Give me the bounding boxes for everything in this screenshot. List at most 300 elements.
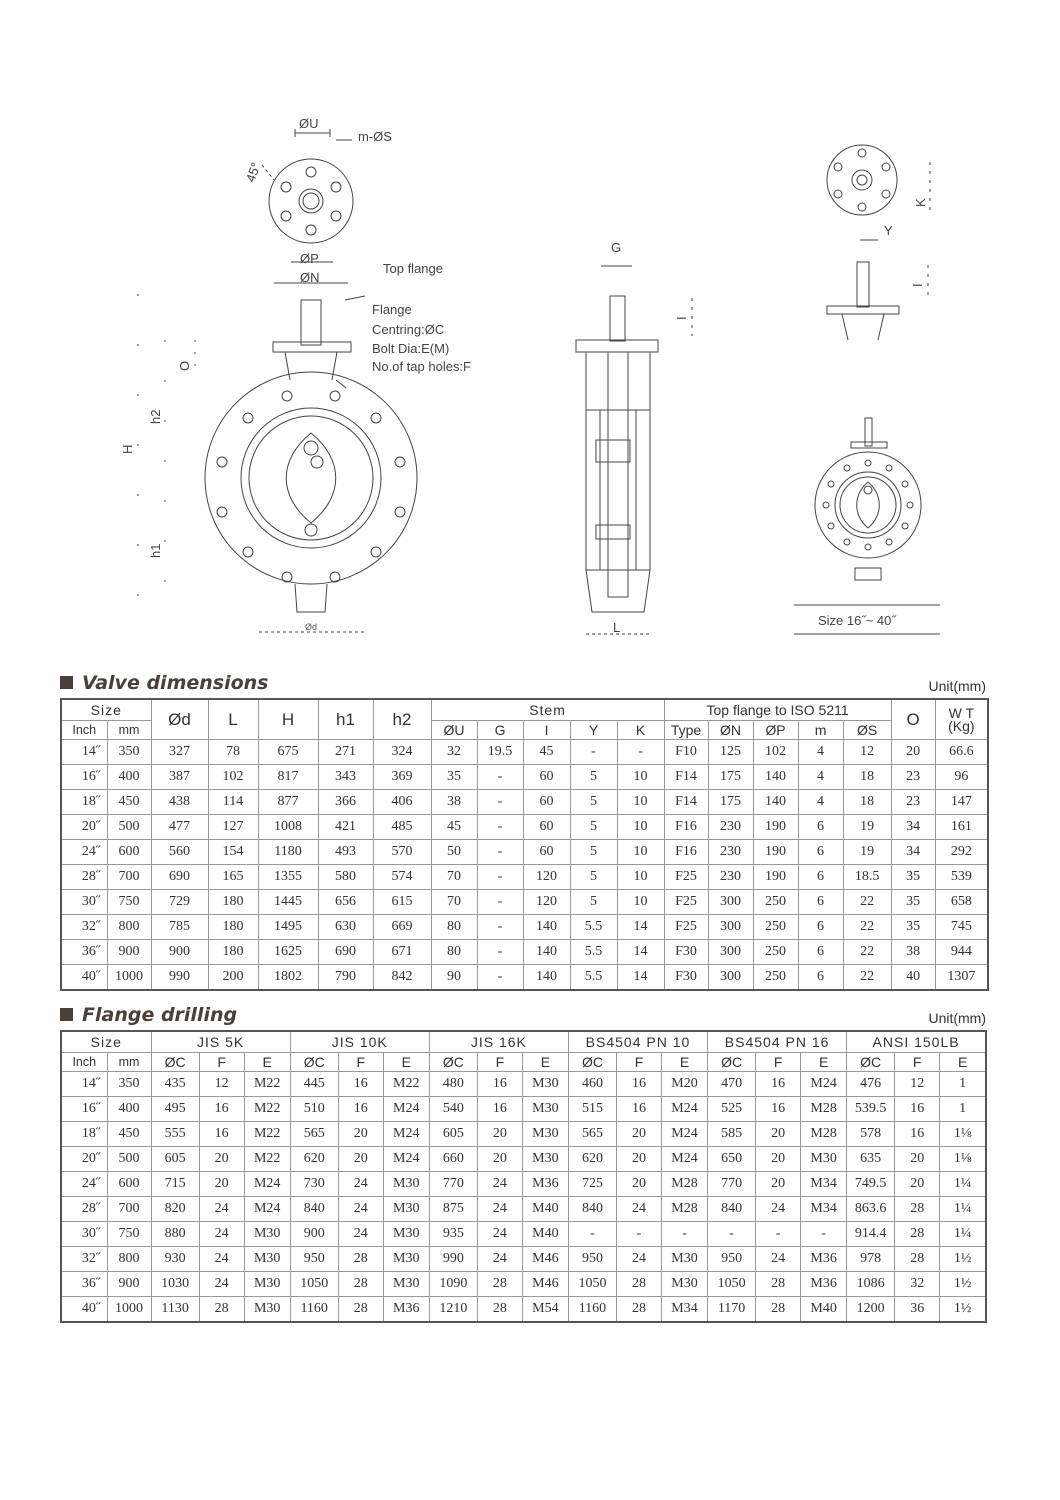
cell-n: 230 <box>708 815 753 840</box>
cell-p: 140 <box>753 765 798 790</box>
col-L: L <box>208 699 258 740</box>
col-P: ØP <box>753 721 798 740</box>
col-e: E <box>801 1053 847 1072</box>
cell-m: 4 <box>798 790 843 815</box>
cell-u: 38 <box>431 790 477 815</box>
cell-s: 22 <box>843 965 891 991</box>
cell-c: 495 <box>151 1097 199 1122</box>
cell-f: 20 <box>756 1122 801 1147</box>
cell-h2: 669 <box>373 915 431 940</box>
cell-inch: 18˝ <box>61 1122 107 1147</box>
cell-c: 555 <box>151 1122 199 1147</box>
cell-f: 20 <box>338 1147 383 1172</box>
cell-h2: 406 <box>373 790 431 815</box>
cell-h2: 574 <box>373 865 431 890</box>
cell-f: 28 <box>199 1297 244 1323</box>
cell-l: 180 <box>208 890 258 915</box>
table-row <box>61 1097 986 1122</box>
cell-f: 32 <box>895 1272 940 1297</box>
cell-y: 5 <box>570 815 617 840</box>
cell-h1: 493 <box>318 840 373 865</box>
cell-c: 565 <box>568 1122 616 1147</box>
cell-h1: 690 <box>318 940 373 965</box>
cell-f: 28 <box>895 1222 940 1247</box>
cell-l: 127 <box>208 815 258 840</box>
cell-c: 820 <box>151 1197 199 1222</box>
cell-p: 190 <box>753 815 798 840</box>
cell-p: 140 <box>753 790 798 815</box>
cell-n: 300 <box>708 915 753 940</box>
cell-u: 35 <box>431 765 477 790</box>
cell-c: 578 <box>847 1122 895 1147</box>
cell-e: M30 <box>383 1172 429 1197</box>
cell-p: 250 <box>753 915 798 940</box>
cell-o: 35 <box>891 915 935 940</box>
cell-e: M30 <box>662 1247 708 1272</box>
cell-n: 230 <box>708 840 753 865</box>
label-h1: h1 <box>148 543 163 558</box>
label-y: Y <box>884 223 893 238</box>
col-f: F <box>477 1053 522 1072</box>
cell-f: 16 <box>477 1072 522 1097</box>
flange-drilling-table <box>60 1030 987 1323</box>
col-f: F <box>199 1053 244 1072</box>
cell-inch: 32˝ <box>61 915 107 940</box>
valve-technical-drawings <box>0 0 1060 660</box>
cell-k: 10 <box>617 890 664 915</box>
label-45deg: 45° <box>242 160 264 185</box>
cell-l: 200 <box>208 965 258 991</box>
cell-c: 585 <box>708 1122 756 1147</box>
cell-e: M24 <box>662 1122 708 1147</box>
label-o: O <box>177 360 192 371</box>
table-row <box>61 1122 986 1147</box>
cell-mm: 700 <box>107 1197 151 1222</box>
cell-l: 102 <box>208 765 258 790</box>
cell-c: 510 <box>290 1097 338 1122</box>
col-U: ØU <box>431 721 477 740</box>
cell-c: 715 <box>151 1172 199 1197</box>
cell-c: 1130 <box>151 1297 199 1323</box>
cell-type: F14 <box>664 765 708 790</box>
cell-inch: 14˝ <box>61 1072 107 1097</box>
cell-c: 1050 <box>708 1272 756 1297</box>
cell-c: - <box>708 1222 756 1247</box>
cell-f: 28 <box>338 1272 383 1297</box>
cell-m: 6 <box>798 965 843 991</box>
cell-m: 6 <box>798 915 843 940</box>
cell-e: M30 <box>244 1297 290 1323</box>
cell-f: 16 <box>895 1122 940 1147</box>
cell-f: 20 <box>199 1147 244 1172</box>
col-N: ØN <box>708 721 753 740</box>
cell-f: 24 <box>199 1247 244 1272</box>
standard-header: JIS 10K <box>290 1031 429 1053</box>
cell-c: 840 <box>290 1197 338 1222</box>
cell-k: 10 <box>617 815 664 840</box>
cell-inch: 24˝ <box>61 1172 107 1197</box>
cell-c: 1170 <box>708 1297 756 1323</box>
title-square-icon <box>60 1008 73 1021</box>
col-type: Type <box>664 721 708 740</box>
cell-inch: 16˝ <box>61 1097 107 1122</box>
cell-e: M30 <box>383 1247 429 1272</box>
cell-e: 1¼ <box>940 1222 986 1247</box>
cell-e: M24 <box>383 1147 429 1172</box>
cell-h: 1008 <box>258 815 318 840</box>
label-i: I <box>674 316 689 320</box>
cell-e: M30 <box>522 1147 568 1172</box>
cell-c: 620 <box>290 1147 338 1172</box>
cell-e: M34 <box>662 1297 708 1323</box>
cell-d: 387 <box>151 765 208 790</box>
cell-mm: 500 <box>107 1147 151 1172</box>
cell-inch: 14˝ <box>61 740 107 765</box>
cell-c: 525 <box>708 1097 756 1122</box>
cell-d: 560 <box>151 840 208 865</box>
cell-mm: 1000 <box>107 965 151 991</box>
col-e: E <box>522 1053 568 1072</box>
col-e: E <box>940 1053 986 1072</box>
cell-e: M54 <box>522 1297 568 1323</box>
cell-y: 5 <box>570 790 617 815</box>
col-c: ØC <box>708 1053 756 1072</box>
cell-h: 1180 <box>258 840 318 865</box>
cell-f: 20 <box>616 1147 661 1172</box>
cell-c: 840 <box>568 1197 616 1222</box>
cell-s: 19 <box>843 840 891 865</box>
cell-f: 28 <box>477 1297 522 1323</box>
standard-header: ANSI 150LB <box>847 1031 986 1053</box>
cell-o: 35 <box>891 865 935 890</box>
cell-c: 435 <box>151 1072 199 1097</box>
cell-inch: 28˝ <box>61 865 107 890</box>
cell-d: 785 <box>151 915 208 940</box>
cell-wt: 745 <box>935 915 988 940</box>
cell-inch: 36˝ <box>61 1272 107 1297</box>
cell-u: 90 <box>431 965 477 991</box>
cell-n: 300 <box>708 940 753 965</box>
table-row <box>61 1272 986 1297</box>
cell-i: 60 <box>523 765 570 790</box>
table-row <box>61 1247 986 1272</box>
cell-e: M28 <box>801 1122 847 1147</box>
cell-inch: 20˝ <box>61 815 107 840</box>
cell-c: 900 <box>290 1222 338 1247</box>
col-inch: Inch <box>61 1053 107 1072</box>
cell-e: M24 <box>801 1072 847 1097</box>
label-u: ØU <box>299 116 319 131</box>
cell-f: 20 <box>199 1172 244 1197</box>
cell-f: 36 <box>895 1297 940 1323</box>
cell-mm: 450 <box>107 790 151 815</box>
col-f: F <box>338 1053 383 1072</box>
cell-inch: 40˝ <box>61 1297 107 1323</box>
cell-inch: 30˝ <box>61 890 107 915</box>
cell-c: 950 <box>290 1247 338 1272</box>
cell-c: 476 <box>847 1072 895 1097</box>
cell-e: 1½ <box>940 1297 986 1323</box>
cell-k: 14 <box>617 965 664 991</box>
cell-n: 300 <box>708 890 753 915</box>
cell-wt: 1307 <box>935 965 988 991</box>
cell-e: M24 <box>662 1147 708 1172</box>
cell-inch: 36˝ <box>61 940 107 965</box>
cell-d: 438 <box>151 790 208 815</box>
cell-e: M24 <box>662 1097 708 1122</box>
table-row <box>61 840 988 865</box>
cell-c: 605 <box>429 1122 477 1147</box>
label-p: ØP <box>300 251 319 266</box>
cell-f: 12 <box>199 1072 244 1097</box>
cell-h: 1802 <box>258 965 318 991</box>
table-row <box>61 1197 986 1222</box>
cell-e: 1¼ <box>940 1172 986 1197</box>
cell-o: 38 <box>891 940 935 965</box>
cell-f: 20 <box>477 1147 522 1172</box>
valve-dimensions-title <box>60 672 268 694</box>
cell-wt: 292 <box>935 840 988 865</box>
cell-e: 1⅛ <box>940 1147 986 1172</box>
cell-n: 125 <box>708 740 753 765</box>
cell-e: M22 <box>244 1122 290 1147</box>
cell-y: 5 <box>570 765 617 790</box>
cell-o: 40 <box>891 965 935 991</box>
cell-h1: 580 <box>318 865 373 890</box>
cell-e: M30 <box>244 1222 290 1247</box>
standard-header: JIS 5K <box>151 1031 290 1053</box>
cell-type: F25 <box>664 865 708 890</box>
cell-e: M30 <box>383 1272 429 1297</box>
cell-e: M22 <box>244 1097 290 1122</box>
cell-h: 1495 <box>258 915 318 940</box>
cell-c: 460 <box>568 1072 616 1097</box>
cell-c: 950 <box>568 1247 616 1272</box>
cell-e: M28 <box>662 1172 708 1197</box>
cell-f: 20 <box>616 1122 661 1147</box>
cell-f: 28 <box>895 1197 940 1222</box>
cell-h2: 485 <box>373 815 431 840</box>
cell-d: 327 <box>151 740 208 765</box>
cell-type: F30 <box>664 940 708 965</box>
cell-l: 180 <box>208 940 258 965</box>
cell-c: 930 <box>151 1247 199 1272</box>
col-S: ØS <box>843 721 891 740</box>
cell-wt: 658 <box>935 890 988 915</box>
cell-inch: 40˝ <box>61 965 107 991</box>
label-n: ØN <box>300 270 320 285</box>
cell-f: 24 <box>338 1222 383 1247</box>
standard-header: JIS 16K <box>429 1031 568 1053</box>
col-c: ØC <box>847 1053 895 1072</box>
cell-e: M36 <box>383 1297 429 1323</box>
cell-g: - <box>477 940 523 965</box>
col-h2: h2 <box>373 699 431 740</box>
cell-i: 120 <box>523 865 570 890</box>
cell-c: 470 <box>708 1072 756 1097</box>
cell-e: M24 <box>244 1197 290 1222</box>
cell-f: 20 <box>756 1147 801 1172</box>
cell-e: 1½ <box>940 1247 986 1272</box>
cell-c: 445 <box>290 1072 338 1097</box>
cell-i: 45 <box>523 740 570 765</box>
cell-e: M30 <box>522 1072 568 1097</box>
cell-f: 16 <box>756 1072 801 1097</box>
label-bolt: Bolt Dia:E(M) <box>372 341 450 356</box>
label-size-note: Size 16˝~ 40˝ <box>818 613 896 628</box>
cell-k: - <box>617 740 664 765</box>
cell-f: 20 <box>338 1122 383 1147</box>
valve-dimensions-title-text: Valve dimensions <box>82 672 269 694</box>
col-mm: mm <box>107 1053 151 1072</box>
cell-o: 20 <box>891 740 935 765</box>
col-wt <box>935 699 988 740</box>
cell-c: 1160 <box>568 1297 616 1323</box>
table-row <box>61 940 988 965</box>
col-f: F <box>756 1053 801 1072</box>
cell-e: M30 <box>522 1122 568 1147</box>
cell-c: 1086 <box>847 1272 895 1297</box>
cell-s: 22 <box>843 940 891 965</box>
cell-mm: 350 <box>107 1072 151 1097</box>
cell-inch: 32˝ <box>61 1247 107 1272</box>
cell-c: 660 <box>429 1147 477 1172</box>
cell-m: 6 <box>798 940 843 965</box>
cell-e: M30 <box>801 1147 847 1172</box>
cell-e: M24 <box>383 1122 429 1147</box>
col-d: Ød <box>151 699 208 740</box>
cell-n: 300 <box>708 965 753 991</box>
cell-o: 23 <box>891 765 935 790</box>
cell-h1: 630 <box>318 915 373 940</box>
cell-f: 24 <box>616 1247 661 1272</box>
cell-c: 863.6 <box>847 1197 895 1222</box>
col-e: E <box>383 1053 429 1072</box>
cell-e: M40 <box>522 1197 568 1222</box>
cell-e: M30 <box>383 1222 429 1247</box>
cell-s: 22 <box>843 890 891 915</box>
cell-mm: 900 <box>107 940 151 965</box>
cell-e: 1 <box>940 1072 986 1097</box>
cell-f: 16 <box>338 1072 383 1097</box>
cell-inch: 28˝ <box>61 1197 107 1222</box>
cell-o: 34 <box>891 840 935 865</box>
cell-c: 1030 <box>151 1272 199 1297</box>
cell-mm: 700 <box>107 865 151 890</box>
cell-i: 60 <box>523 815 570 840</box>
label-k: K <box>913 198 928 207</box>
cell-s: 12 <box>843 740 891 765</box>
cell-f: 28 <box>338 1297 383 1323</box>
cell-wt: 944 <box>935 940 988 965</box>
cell-c: 540 <box>429 1097 477 1122</box>
cell-f: 24 <box>199 1197 244 1222</box>
cell-f: - <box>756 1222 801 1247</box>
label-h2: h2 <box>148 409 163 424</box>
cell-g: - <box>477 965 523 991</box>
table-row <box>61 815 988 840</box>
cell-c: 1050 <box>290 1272 338 1297</box>
cell-k: 14 <box>617 915 664 940</box>
cell-wt: 147 <box>935 790 988 815</box>
cell-h2: 615 <box>373 890 431 915</box>
cell-type: F16 <box>664 840 708 865</box>
col-c: ØC <box>151 1053 199 1072</box>
cell-mm: 750 <box>107 1222 151 1247</box>
cell-h1: 343 <box>318 765 373 790</box>
cell-u: 80 <box>431 940 477 965</box>
cell-s: 18 <box>843 765 891 790</box>
col-f: F <box>616 1053 661 1072</box>
cell-g: - <box>477 840 523 865</box>
cell-g: - <box>477 790 523 815</box>
cell-s: 19 <box>843 815 891 840</box>
label-i2: I <box>910 283 925 287</box>
cell-e: M34 <box>801 1172 847 1197</box>
cell-f: 28 <box>756 1297 801 1323</box>
flange-table-body <box>61 1072 986 1323</box>
cell-y: 5 <box>570 840 617 865</box>
cell-d: 477 <box>151 815 208 840</box>
cell-f: 24 <box>616 1197 661 1222</box>
cell-d: 900 <box>151 940 208 965</box>
cell-h1: 271 <box>318 740 373 765</box>
cell-i: 60 <box>523 840 570 865</box>
col-m: m <box>798 721 843 740</box>
cell-k: 10 <box>617 865 664 890</box>
cell-c: 1050 <box>568 1272 616 1297</box>
label-g: G <box>611 240 622 255</box>
cell-type: F16 <box>664 815 708 840</box>
cell-c: 875 <box>429 1197 477 1222</box>
cell-i: 140 <box>523 965 570 991</box>
table-row <box>61 765 988 790</box>
label-centring: Centring:ØC <box>372 322 445 337</box>
label-h: H <box>120 444 135 454</box>
cell-s: 18.5 <box>843 865 891 890</box>
cell-inch: 20˝ <box>61 1147 107 1172</box>
cell-h2: 842 <box>373 965 431 991</box>
cell-u: 45 <box>431 815 477 840</box>
cell-c: 935 <box>429 1222 477 1247</box>
cell-f: 20 <box>477 1122 522 1147</box>
cell-s: 22 <box>843 915 891 940</box>
cell-u: 70 <box>431 890 477 915</box>
cell-wt: 539 <box>935 865 988 890</box>
cell-e: - <box>662 1222 708 1247</box>
cell-h1: 421 <box>318 815 373 840</box>
table-row <box>61 1222 986 1247</box>
cell-h: 675 <box>258 740 318 765</box>
cell-i: 140 <box>523 940 570 965</box>
cell-o: 23 <box>891 790 935 815</box>
cell-c: 1090 <box>429 1272 477 1297</box>
cell-k: 10 <box>617 765 664 790</box>
cell-e: 1¼ <box>940 1197 986 1222</box>
cell-e: M36 <box>801 1272 847 1297</box>
cell-n: 175 <box>708 765 753 790</box>
kg-label: (Kg) <box>948 717 975 734</box>
cell-k: 10 <box>617 840 664 865</box>
cell-mm: 750 <box>107 890 151 915</box>
cell-f: 16 <box>616 1072 661 1097</box>
cell-c: 730 <box>290 1172 338 1197</box>
table-row <box>61 740 988 765</box>
cell-s: 18 <box>843 790 891 815</box>
label-top-flange: Top flange <box>383 261 443 276</box>
cell-u: 80 <box>431 915 477 940</box>
cell-wt: 66.6 <box>935 740 988 765</box>
